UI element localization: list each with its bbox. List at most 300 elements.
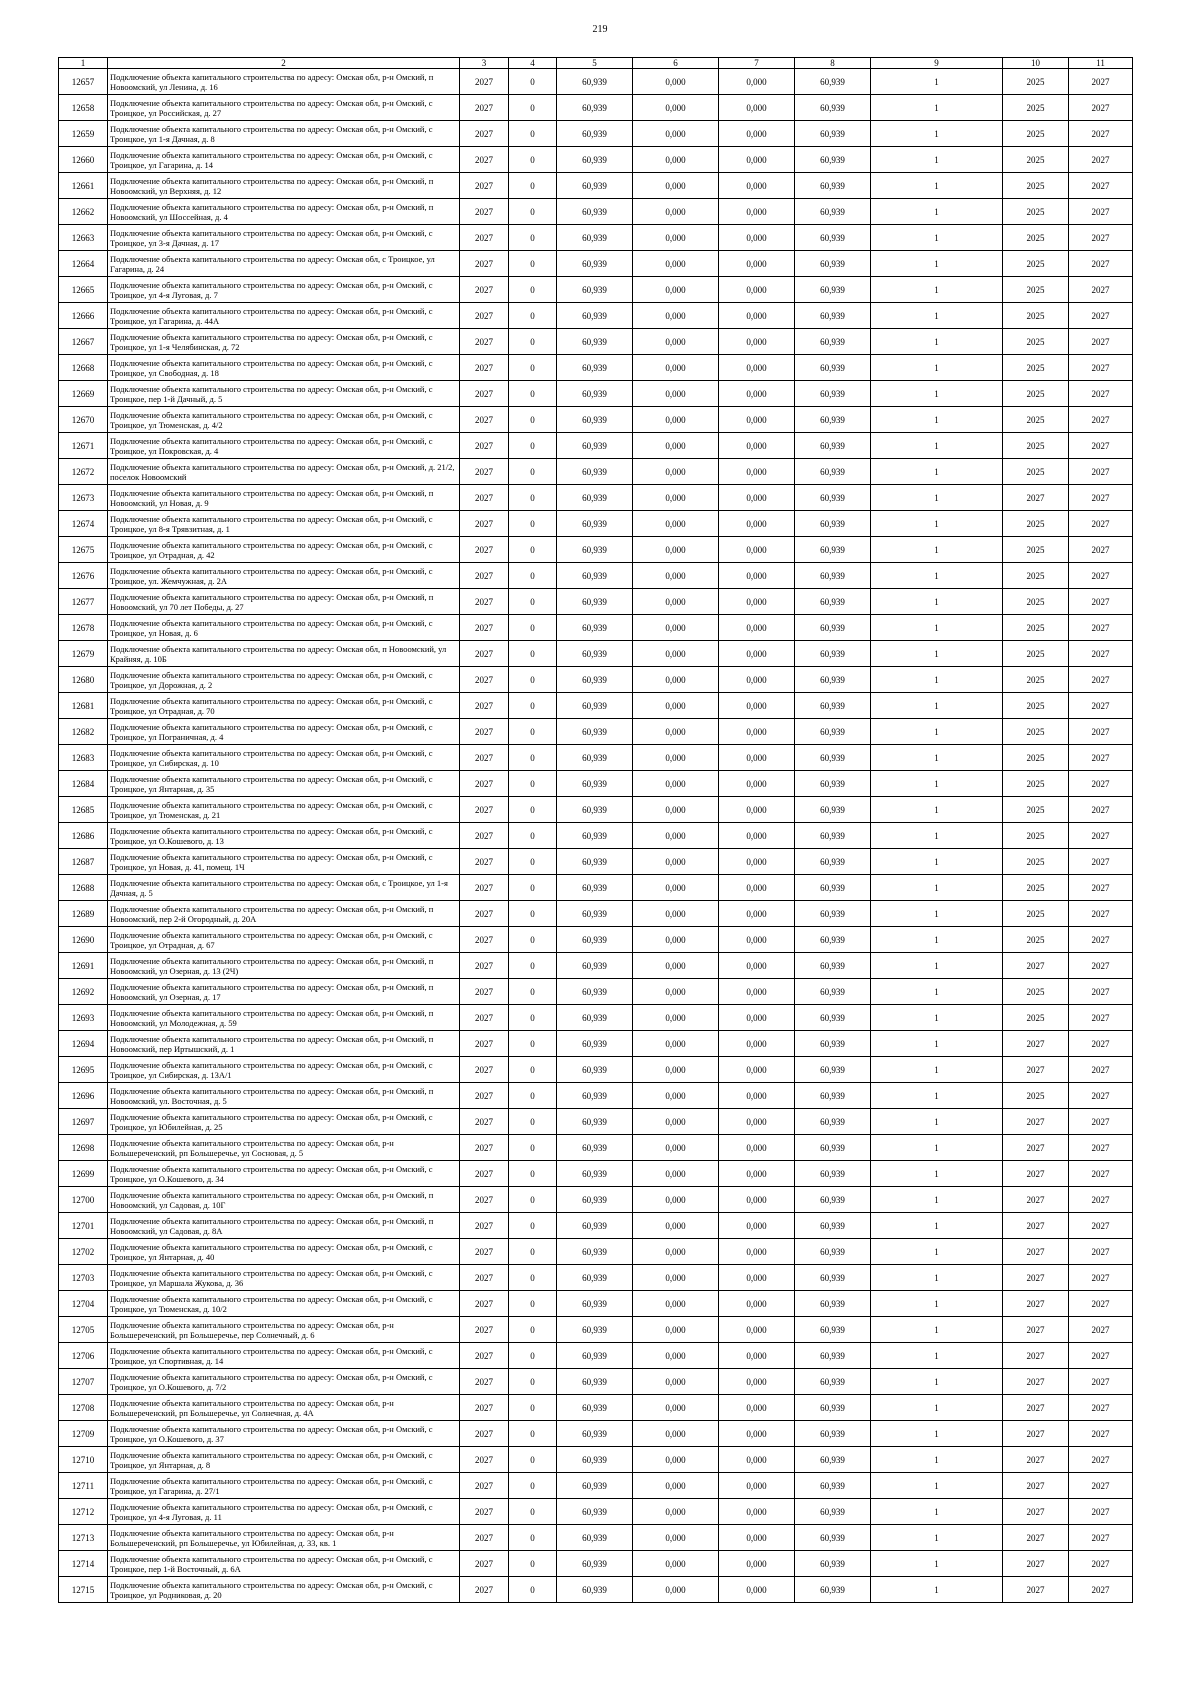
col6-value-cell: 0,000 xyxy=(633,147,719,173)
end-year-cell: 2027 xyxy=(1069,1291,1133,1317)
table-row xyxy=(59,1005,1133,1031)
description-cell: Подключение объекта капитального строительства по адресу: Омская обл, р-н Омский, с Троицкое, ул Покровская, д. 4 xyxy=(108,433,460,459)
description-cell: Подключение объекта капитального строительства по адресу: Омская обл, р-н Омский, с Троицкое, ул 4-я Луговая, д. 11 xyxy=(108,1499,460,1525)
start-year-cell: 2027 xyxy=(1003,1265,1069,1291)
row-id-cell: 12699 xyxy=(59,1161,108,1187)
col8-value-cell: 60,939 xyxy=(795,1499,871,1525)
row-id-cell: 12689 xyxy=(59,901,108,927)
col9-value-cell: 1 xyxy=(871,979,1003,1005)
column-number-10: 10 xyxy=(1003,58,1069,69)
year-cell: 2027 xyxy=(460,407,509,433)
col6-value-cell: 0,000 xyxy=(633,199,719,225)
end-year-cell: 2027 xyxy=(1069,1135,1133,1161)
start-year-cell: 2027 xyxy=(1003,1473,1069,1499)
start-year-cell: 2027 xyxy=(1003,1057,1069,1083)
row-id-cell: 12684 xyxy=(59,771,108,797)
description-cell: Подключение объекта капитального строительства по адресу: Омская обл, р-н Омский, с Троицкое, ул Сибирская, д. 10 xyxy=(108,745,460,771)
col8-value-cell: 60,939 xyxy=(795,1213,871,1239)
col5-value-cell: 60,939 xyxy=(557,251,633,277)
col4-value-cell: 0 xyxy=(509,589,557,615)
row-id-cell: 12691 xyxy=(59,953,108,979)
col7-value-cell: 0,000 xyxy=(719,1187,795,1213)
table-row xyxy=(59,1239,1133,1265)
col4-value-cell: 0 xyxy=(509,381,557,407)
row-id-cell: 12715 xyxy=(59,1577,108,1603)
start-year-cell: 2027 xyxy=(1003,1135,1069,1161)
description-cell: Подключение объекта капитального строительства по адресу: Омская обл, р-н Омский, с Троицкое, ул 8-я Трявзитная, д. 1 xyxy=(108,511,460,537)
description-cell: Подключение объекта капитального строительства по адресу: Омская обл, р-н Омский, п Новоомский, ул Озерная, д. 13 (2Ч) xyxy=(108,953,460,979)
row-id-cell: 12682 xyxy=(59,719,108,745)
start-year-cell: 2025 xyxy=(1003,745,1069,771)
end-year-cell: 2027 xyxy=(1069,277,1133,303)
col4-value-cell: 0 xyxy=(509,667,557,693)
year-cell: 2027 xyxy=(460,1395,509,1421)
column-number-5: 5 xyxy=(557,58,633,69)
col8-value-cell: 60,939 xyxy=(795,615,871,641)
col8-value-cell: 60,939 xyxy=(795,1265,871,1291)
col9-value-cell: 1 xyxy=(871,407,1003,433)
col6-value-cell: 0,000 xyxy=(633,797,719,823)
end-year-cell: 2027 xyxy=(1069,849,1133,875)
description-cell: Подключение объекта капитального строительства по адресу: Омская обл, р-н Омский, с Троицкое, ул Отрадная, д. 70 xyxy=(108,693,460,719)
col9-value-cell: 1 xyxy=(871,1161,1003,1187)
col4-value-cell: 0 xyxy=(509,1395,557,1421)
col8-value-cell: 60,939 xyxy=(795,1317,871,1343)
col9-value-cell: 1 xyxy=(871,433,1003,459)
end-year-cell: 2027 xyxy=(1069,641,1133,667)
col7-value-cell: 0,000 xyxy=(719,199,795,225)
table-row xyxy=(59,1447,1133,1473)
end-year-cell: 2027 xyxy=(1069,1265,1133,1291)
end-year-cell: 2027 xyxy=(1069,173,1133,199)
col8-value-cell: 60,939 xyxy=(795,199,871,225)
table-row xyxy=(59,251,1133,277)
col6-value-cell: 0,000 xyxy=(633,1343,719,1369)
end-year-cell: 2027 xyxy=(1069,1317,1133,1343)
start-year-cell: 2025 xyxy=(1003,667,1069,693)
col5-value-cell: 60,939 xyxy=(557,277,633,303)
row-id-cell: 12707 xyxy=(59,1369,108,1395)
end-year-cell: 2027 xyxy=(1069,667,1133,693)
col8-value-cell: 60,939 xyxy=(795,771,871,797)
col6-value-cell: 0,000 xyxy=(633,173,719,199)
row-id-cell: 12665 xyxy=(59,277,108,303)
col9-value-cell: 1 xyxy=(871,355,1003,381)
col4-value-cell: 0 xyxy=(509,1577,557,1603)
table-row xyxy=(59,797,1133,823)
col6-value-cell: 0,000 xyxy=(633,771,719,797)
year-cell: 2027 xyxy=(460,563,509,589)
description-cell: Подключение объекта капитального строительства по адресу: Омская обл, р-н Омский, с Троицкое, ул Российская, д. 27 xyxy=(108,95,460,121)
col7-value-cell: 0,000 xyxy=(719,1239,795,1265)
end-year-cell: 2027 xyxy=(1069,381,1133,407)
table-row xyxy=(59,615,1133,641)
table-row xyxy=(59,355,1133,381)
col6-value-cell: 0,000 xyxy=(633,433,719,459)
end-year-cell: 2027 xyxy=(1069,1161,1133,1187)
col8-value-cell: 60,939 xyxy=(795,1551,871,1577)
end-year-cell: 2027 xyxy=(1069,1551,1133,1577)
table-row xyxy=(59,511,1133,537)
col8-value-cell: 60,939 xyxy=(795,667,871,693)
description-cell: Подключение объекта капитального строительства по адресу: Омская обл, р-н Омский, с Троицкое, ул Гагарина, д. 44А xyxy=(108,303,460,329)
table-row xyxy=(59,1135,1133,1161)
col4-value-cell: 0 xyxy=(509,69,557,95)
row-id-cell: 12712 xyxy=(59,1499,108,1525)
end-year-cell: 2027 xyxy=(1069,1499,1133,1525)
description-cell: Подключение объекта капитального строительства по адресу: Омская обл, р-н Омский, п Новоомский, ул Шоссейная, д. 4 xyxy=(108,199,460,225)
col9-value-cell: 1 xyxy=(871,121,1003,147)
end-year-cell: 2027 xyxy=(1069,121,1133,147)
start-year-cell: 2025 xyxy=(1003,199,1069,225)
description-cell: Подключение объекта капитального строительства по адресу: Омская обл, р-н Омский, с Троицкое, ул Отрадная, д. 67 xyxy=(108,927,460,953)
col4-value-cell: 0 xyxy=(509,1447,557,1473)
table-row xyxy=(59,1343,1133,1369)
col6-value-cell: 0,000 xyxy=(633,901,719,927)
year-cell: 2027 xyxy=(460,1291,509,1317)
description-cell: Подключение объекта капитального строительства по адресу: Омская обл, р-н Омский, с Троицкое, ул Янтарная, д. 40 xyxy=(108,1239,460,1265)
col7-value-cell: 0,000 xyxy=(719,121,795,147)
row-id-cell: 12702 xyxy=(59,1239,108,1265)
col5-value-cell: 60,939 xyxy=(557,407,633,433)
col4-value-cell: 0 xyxy=(509,797,557,823)
description-cell: Подключение объекта капитального строительства по адресу: Омская обл, р-н Большереченский, рп Большеречье, ул Юбилейная, д. 33, кв. 1 xyxy=(108,1525,460,1551)
description-cell: Подключение объекта капитального строительства по адресу: Омская обл, р-н Омский, с Троицкое, ул О.Кошевого, д. 37 xyxy=(108,1421,460,1447)
col5-value-cell: 60,939 xyxy=(557,1057,633,1083)
start-year-cell: 2025 xyxy=(1003,1005,1069,1031)
col8-value-cell: 60,939 xyxy=(795,459,871,485)
col7-value-cell: 0,000 xyxy=(719,1135,795,1161)
year-cell: 2027 xyxy=(460,511,509,537)
row-id-cell: 12686 xyxy=(59,823,108,849)
description-cell: Подключение объекта капитального строительства по адресу: Омская обл, р-н Омский, с Троицкое, ул Тюменская, д. 21 xyxy=(108,797,460,823)
description-cell: Подключение объекта капитального строительства по адресу: Омская обл, р-н Омский, с Троицкое, ул О.Кошевого, д. 7/2 xyxy=(108,1369,460,1395)
col9-value-cell: 1 xyxy=(871,1473,1003,1499)
col6-value-cell: 0,000 xyxy=(633,277,719,303)
start-year-cell: 2025 xyxy=(1003,849,1069,875)
start-year-cell: 2025 xyxy=(1003,797,1069,823)
col9-value-cell: 1 xyxy=(871,693,1003,719)
col6-value-cell: 0,000 xyxy=(633,511,719,537)
col9-value-cell: 1 xyxy=(871,277,1003,303)
end-year-cell: 2027 xyxy=(1069,979,1133,1005)
year-cell: 2027 xyxy=(460,485,509,511)
end-year-cell: 2027 xyxy=(1069,589,1133,615)
start-year-cell: 2025 xyxy=(1003,277,1069,303)
col4-value-cell: 0 xyxy=(509,953,557,979)
col8-value-cell: 60,939 xyxy=(795,1525,871,1551)
col4-value-cell: 0 xyxy=(509,355,557,381)
start-year-cell: 2025 xyxy=(1003,875,1069,901)
table-row xyxy=(59,1187,1133,1213)
col4-value-cell: 0 xyxy=(509,1057,557,1083)
col8-value-cell: 60,939 xyxy=(795,745,871,771)
col6-value-cell: 0,000 xyxy=(633,355,719,381)
table-row xyxy=(59,407,1133,433)
col9-value-cell: 1 xyxy=(871,1317,1003,1343)
description-cell: Подключение объекта капитального строительства по адресу: Омская обл, р-н Омский, с Троицкое, пер 1-й Дачный, д. 5 xyxy=(108,381,460,407)
description-cell: Подключение объекта капитального строительства по адресу: Омская обл, р-н Омский, п Новоомский, пер 2-й Огородный, д. 20А xyxy=(108,901,460,927)
col5-value-cell: 60,939 xyxy=(557,121,633,147)
col5-value-cell: 60,939 xyxy=(557,901,633,927)
table-row xyxy=(59,1577,1133,1603)
row-id-cell: 12705 xyxy=(59,1317,108,1343)
year-cell: 2027 xyxy=(460,1005,509,1031)
col7-value-cell: 0,000 xyxy=(719,641,795,667)
end-year-cell: 2027 xyxy=(1069,1083,1133,1109)
end-year-cell: 2027 xyxy=(1069,1031,1133,1057)
row-id-cell: 12660 xyxy=(59,147,108,173)
col8-value-cell: 60,939 xyxy=(795,1343,871,1369)
description-cell: Подключение объекта капитального строительства по адресу: Омская обл, р-н Омский, п Новоомский, ул Верхняя, д. 12 xyxy=(108,173,460,199)
col6-value-cell: 0,000 xyxy=(633,69,719,95)
description-cell: Подключение объекта капитального строительства по адресу: Омская обл, р-н Омский, с Троицкое, ул Гагарина, д. 27/1 xyxy=(108,1473,460,1499)
col4-value-cell: 0 xyxy=(509,641,557,667)
col7-value-cell: 0,000 xyxy=(719,719,795,745)
col7-value-cell: 0,000 xyxy=(719,95,795,121)
row-id-cell: 12713 xyxy=(59,1525,108,1551)
row-id-cell: 12706 xyxy=(59,1343,108,1369)
col5-value-cell: 60,939 xyxy=(557,329,633,355)
col9-value-cell: 1 xyxy=(871,1213,1003,1239)
year-cell: 2027 xyxy=(460,1057,509,1083)
table-row xyxy=(59,563,1133,589)
col5-value-cell: 60,939 xyxy=(557,1109,633,1135)
col8-value-cell: 60,939 xyxy=(795,251,871,277)
col5-value-cell: 60,939 xyxy=(557,1395,633,1421)
col9-value-cell: 1 xyxy=(871,667,1003,693)
col9-value-cell: 1 xyxy=(871,1577,1003,1603)
year-cell: 2027 xyxy=(460,1447,509,1473)
table-row xyxy=(59,823,1133,849)
end-year-cell: 2027 xyxy=(1069,1395,1133,1421)
description-cell: Подключение объекта капитального строительства по адресу: Омская обл, с Троицкое, ул Гагарина, д. 24 xyxy=(108,251,460,277)
col8-value-cell: 60,939 xyxy=(795,927,871,953)
row-id-cell: 12679 xyxy=(59,641,108,667)
row-id-cell: 12693 xyxy=(59,1005,108,1031)
col7-value-cell: 0,000 xyxy=(719,1265,795,1291)
col4-value-cell: 0 xyxy=(509,303,557,329)
table-row xyxy=(59,1369,1133,1395)
year-cell: 2027 xyxy=(460,303,509,329)
description-cell: Подключение объекта капитального строительства по адресу: Омская обл, р-н Омский, с Троицкое, ул Тюменская, д. 4/2 xyxy=(108,407,460,433)
col8-value-cell: 60,939 xyxy=(795,563,871,589)
col6-value-cell: 0,000 xyxy=(633,1005,719,1031)
col9-value-cell: 1 xyxy=(871,953,1003,979)
col7-value-cell: 0,000 xyxy=(719,1083,795,1109)
col6-value-cell: 0,000 xyxy=(633,1499,719,1525)
year-cell: 2027 xyxy=(460,329,509,355)
table-row xyxy=(59,95,1133,121)
start-year-cell: 2025 xyxy=(1003,641,1069,667)
col5-value-cell: 60,939 xyxy=(557,1447,633,1473)
table-row xyxy=(59,1499,1133,1525)
col8-value-cell: 60,939 xyxy=(795,433,871,459)
row-id-cell: 12710 xyxy=(59,1447,108,1473)
col7-value-cell: 0,000 xyxy=(719,901,795,927)
col6-value-cell: 0,000 xyxy=(633,329,719,355)
table-row xyxy=(59,225,1133,251)
col7-value-cell: 0,000 xyxy=(719,1057,795,1083)
col9-value-cell: 1 xyxy=(871,511,1003,537)
row-id-cell: 12666 xyxy=(59,303,108,329)
col9-value-cell: 1 xyxy=(871,1291,1003,1317)
col6-value-cell: 0,000 xyxy=(633,1447,719,1473)
description-cell: Подключение объекта капитального строительства по адресу: Омская обл, р-н Омский, с Троицкое, ул Родниковая, д. 20 xyxy=(108,1577,460,1603)
col9-value-cell: 1 xyxy=(871,1343,1003,1369)
description-cell: Подключение объекта капитального строительства по адресу: Омская обл, р-н Большереченский, рп Большеречье, ул Солнечная, д. 4А xyxy=(108,1395,460,1421)
col9-value-cell: 1 xyxy=(871,1551,1003,1577)
col9-value-cell: 1 xyxy=(871,1447,1003,1473)
col8-value-cell: 60,939 xyxy=(795,225,871,251)
description-cell: Подключение объекта капитального строительства по адресу: Омская обл, р-н Омский, с Троицкое, ул О.Кошевого, д. 34 xyxy=(108,1161,460,1187)
year-cell: 2027 xyxy=(460,719,509,745)
col8-value-cell: 60,939 xyxy=(795,823,871,849)
year-cell: 2027 xyxy=(460,641,509,667)
col4-value-cell: 0 xyxy=(509,1135,557,1161)
start-year-cell: 2027 xyxy=(1003,1213,1069,1239)
end-year-cell: 2027 xyxy=(1069,511,1133,537)
col8-value-cell: 60,939 xyxy=(795,849,871,875)
col4-value-cell: 0 xyxy=(509,1083,557,1109)
description-cell: Подключение объекта капитального строительства по адресу: Омская обл, р-н Омский, п Новоомский, ул Молодежная, д. 59 xyxy=(108,1005,460,1031)
col6-value-cell: 0,000 xyxy=(633,1239,719,1265)
description-cell: Подключение объекта капитального строительства по адресу: Омская обл, р-н Омский, с Троицкое, ул 1-я Дачная, д. 8 xyxy=(108,121,460,147)
col9-value-cell: 1 xyxy=(871,381,1003,407)
year-cell: 2027 xyxy=(460,1213,509,1239)
year-cell: 2027 xyxy=(460,797,509,823)
row-id-cell: 12677 xyxy=(59,589,108,615)
start-year-cell: 2025 xyxy=(1003,563,1069,589)
col5-value-cell: 60,939 xyxy=(557,615,633,641)
year-cell: 2027 xyxy=(460,849,509,875)
table-row xyxy=(59,303,1133,329)
col4-value-cell: 0 xyxy=(509,823,557,849)
col6-value-cell: 0,000 xyxy=(633,1213,719,1239)
row-id-cell: 12669 xyxy=(59,381,108,407)
year-cell: 2027 xyxy=(460,667,509,693)
column-number-row xyxy=(59,58,1133,69)
table-row xyxy=(59,1213,1133,1239)
table-body xyxy=(59,69,1133,1603)
col9-value-cell: 1 xyxy=(871,719,1003,745)
end-year-cell: 2027 xyxy=(1069,1421,1133,1447)
col9-value-cell: 1 xyxy=(871,1135,1003,1161)
end-year-cell: 2027 xyxy=(1069,771,1133,797)
col8-value-cell: 60,939 xyxy=(795,537,871,563)
col9-value-cell: 1 xyxy=(871,1369,1003,1395)
col6-value-cell: 0,000 xyxy=(633,1109,719,1135)
start-year-cell: 2025 xyxy=(1003,121,1069,147)
year-cell: 2027 xyxy=(460,95,509,121)
col7-value-cell: 0,000 xyxy=(719,1317,795,1343)
end-year-cell: 2027 xyxy=(1069,251,1133,277)
col7-value-cell: 0,000 xyxy=(719,1369,795,1395)
year-cell: 2027 xyxy=(460,173,509,199)
col6-value-cell: 0,000 xyxy=(633,537,719,563)
end-year-cell: 2027 xyxy=(1069,823,1133,849)
year-cell: 2027 xyxy=(460,381,509,407)
description-cell: Подключение объекта капитального строительства по адресу: Омская обл, п Новоомский, ул Крайняя, д. 10Б xyxy=(108,641,460,667)
description-cell: Подключение объекта капитального строительства по адресу: Омская обл, р-н Омский, с Троицкое, ул О.Кошевого, д. 13 xyxy=(108,823,460,849)
col5-value-cell: 60,939 xyxy=(557,1473,633,1499)
col4-value-cell: 0 xyxy=(509,1031,557,1057)
col8-value-cell: 60,939 xyxy=(795,69,871,95)
table-row xyxy=(59,1395,1133,1421)
col5-value-cell: 60,939 xyxy=(557,355,633,381)
row-id-cell: 12680 xyxy=(59,667,108,693)
col5-value-cell: 60,939 xyxy=(557,719,633,745)
start-year-cell: 2027 xyxy=(1003,953,1069,979)
table-row xyxy=(59,537,1133,563)
start-year-cell: 2025 xyxy=(1003,147,1069,173)
col6-value-cell: 0,000 xyxy=(633,381,719,407)
year-cell: 2027 xyxy=(460,1499,509,1525)
col9-value-cell: 1 xyxy=(871,1005,1003,1031)
col5-value-cell: 60,939 xyxy=(557,1317,633,1343)
row-id-cell: 12714 xyxy=(59,1551,108,1577)
col6-value-cell: 0,000 xyxy=(633,563,719,589)
description-cell: Подключение объекта капитального строительства по адресу: Омская обл, р-н Омский, с Троицкое, ул Пограничная, д. 4 xyxy=(108,719,460,745)
col7-value-cell: 0,000 xyxy=(719,485,795,511)
col4-value-cell: 0 xyxy=(509,1187,557,1213)
col4-value-cell: 0 xyxy=(509,121,557,147)
col5-value-cell: 60,939 xyxy=(557,225,633,251)
col6-value-cell: 0,000 xyxy=(633,1291,719,1317)
col4-value-cell: 0 xyxy=(509,927,557,953)
col4-value-cell: 0 xyxy=(509,407,557,433)
table-row xyxy=(59,173,1133,199)
col6-value-cell: 0,000 xyxy=(633,953,719,979)
col6-value-cell: 0,000 xyxy=(633,1057,719,1083)
row-id-cell: 12663 xyxy=(59,225,108,251)
end-year-cell: 2027 xyxy=(1069,1473,1133,1499)
col9-value-cell: 1 xyxy=(871,303,1003,329)
end-year-cell: 2027 xyxy=(1069,329,1133,355)
table-row xyxy=(59,849,1133,875)
description-cell: Подключение объекта капитального строительства по адресу: Омская обл, р-н Омский, с Троицкое, ул Спортивная, д. 14 xyxy=(108,1343,460,1369)
description-cell: Подключение объекта капитального строительства по адресу: Омская обл, р-н Омский, д. 21/2, поселок Новоомский xyxy=(108,459,460,485)
col6-value-cell: 0,000 xyxy=(633,927,719,953)
end-year-cell: 2027 xyxy=(1069,303,1133,329)
col7-value-cell: 0,000 xyxy=(719,849,795,875)
col9-value-cell: 1 xyxy=(871,1031,1003,1057)
table-row xyxy=(59,1421,1133,1447)
col5-value-cell: 60,939 xyxy=(557,1525,633,1551)
table-row xyxy=(59,979,1133,1005)
col8-value-cell: 60,939 xyxy=(795,355,871,381)
col4-value-cell: 0 xyxy=(509,1369,557,1395)
start-year-cell: 2027 xyxy=(1003,1499,1069,1525)
table-row xyxy=(59,771,1133,797)
col6-value-cell: 0,000 xyxy=(633,823,719,849)
col7-value-cell: 0,000 xyxy=(719,693,795,719)
table-row xyxy=(59,1161,1133,1187)
col4-value-cell: 0 xyxy=(509,875,557,901)
col9-value-cell: 1 xyxy=(871,251,1003,277)
col5-value-cell: 60,939 xyxy=(557,953,633,979)
col6-value-cell: 0,000 xyxy=(633,121,719,147)
description-cell: Подключение объекта капитального строительства по адресу: Омская обл, р-н Омский, п Новоомский, ул Садовая, д. 8А xyxy=(108,1213,460,1239)
col5-value-cell: 60,939 xyxy=(557,1369,633,1395)
table-row xyxy=(59,1473,1133,1499)
year-cell: 2027 xyxy=(460,1525,509,1551)
row-id-cell: 12675 xyxy=(59,537,108,563)
row-id-cell: 12695 xyxy=(59,1057,108,1083)
col8-value-cell: 60,939 xyxy=(795,1421,871,1447)
col4-value-cell: 0 xyxy=(509,147,557,173)
start-year-cell: 2025 xyxy=(1003,355,1069,381)
